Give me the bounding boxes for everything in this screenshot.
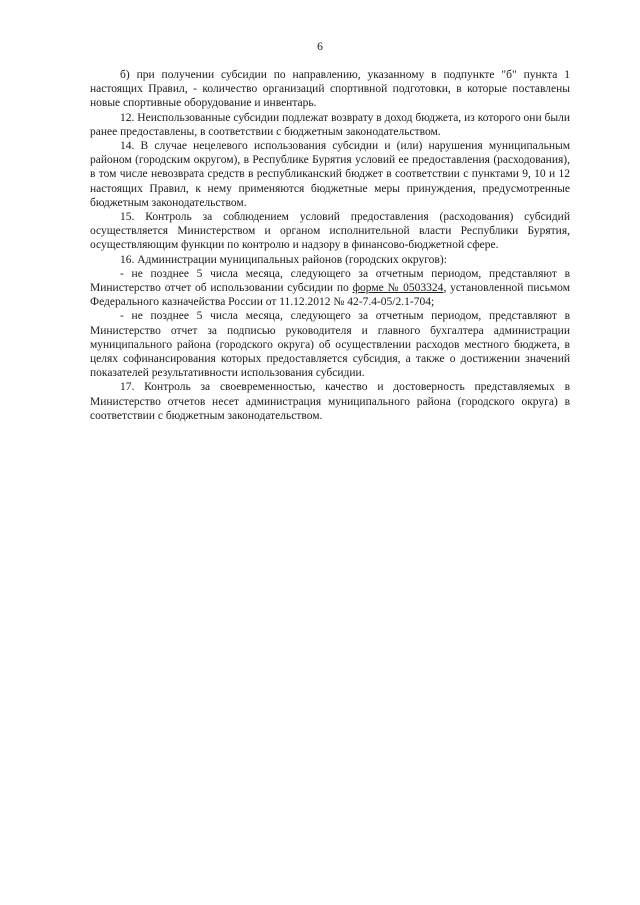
paragraph-15: 15. Контроль за соблюдением условий предоставления (расходования) субсидий осуществляется Министерством и органом исполнительной власти Республики Бурятия, осуществляющим функции по контролю и надзору в финансово-бюджетной сфере. xyxy=(90,211,570,252)
paragraph-16-report-form-text-after: , установленной письмом Федерального казначейства России от 11.12.2012 № 42-7.4-05/2.1-704; xyxy=(90,282,570,309)
form-0503324-link[interactable]: форме № 0503324 xyxy=(352,282,444,295)
paragraph-16-report-form-text-before: - не позднее 5 числа месяца, следующего за отчетным периодом, представляют в Министерство отчет об использовании субсидии по xyxy=(90,267,570,295)
page-number: 6 xyxy=(317,41,323,53)
paragraph-17: 17. Контроль за своевременностью, качество и достоверность представляемых в Министерство отчетов несет администрация муниципального района (городского округа) в соответствии с бюджетным законодательством. xyxy=(90,381,570,422)
paragraph-16-report-form xyxy=(90,267,570,310)
paragraph-subitem-b: б) при получении субсидии по направлению, указанному в подпункте "б" пункта 1 настоящих Правил, - количество организаций спортивной подготовки, в которые поставлены новые спортивные оборудование и инвентарь. xyxy=(90,69,570,110)
paragraph-16: 16. Администрации муниципальных районов (городских округов): xyxy=(120,253,447,266)
paragraph-14: 14. В случае нецелевого использования субсидии и (или) нарушения муниципальным районом (городским округом), в Республике Бурятия условий ее предоставления (расходования), в том числе невозврата средств в республиканский бюджет в соответствии с пунктами 9, 10 и 12 настоящих Правил, к нему применяются бюджетные меры принуждения, предусмотренные бюджетным законодательством. xyxy=(90,140,570,209)
paragraph-12: 12. Неиспользованные субсидии подлежат возврату в доход бюджета, из которого они были ранее предоставлены, в соответствии с бюджетным законодательством. xyxy=(90,111,570,138)
document-body xyxy=(90,68,570,423)
paragraph-16-report-expenses: - не позднее 5 числа месяца, следующего за отчетным периодом, представляют в Министерство отчет за подписью руководителя и главного бухгалтера администрации муниципального района (городского округа) об осуществлении расходов местного бюджета, в целях софинансирования которых предоставляется субсидия, а также о достижении значений показателей результативности использования субсидии. xyxy=(90,310,570,380)
